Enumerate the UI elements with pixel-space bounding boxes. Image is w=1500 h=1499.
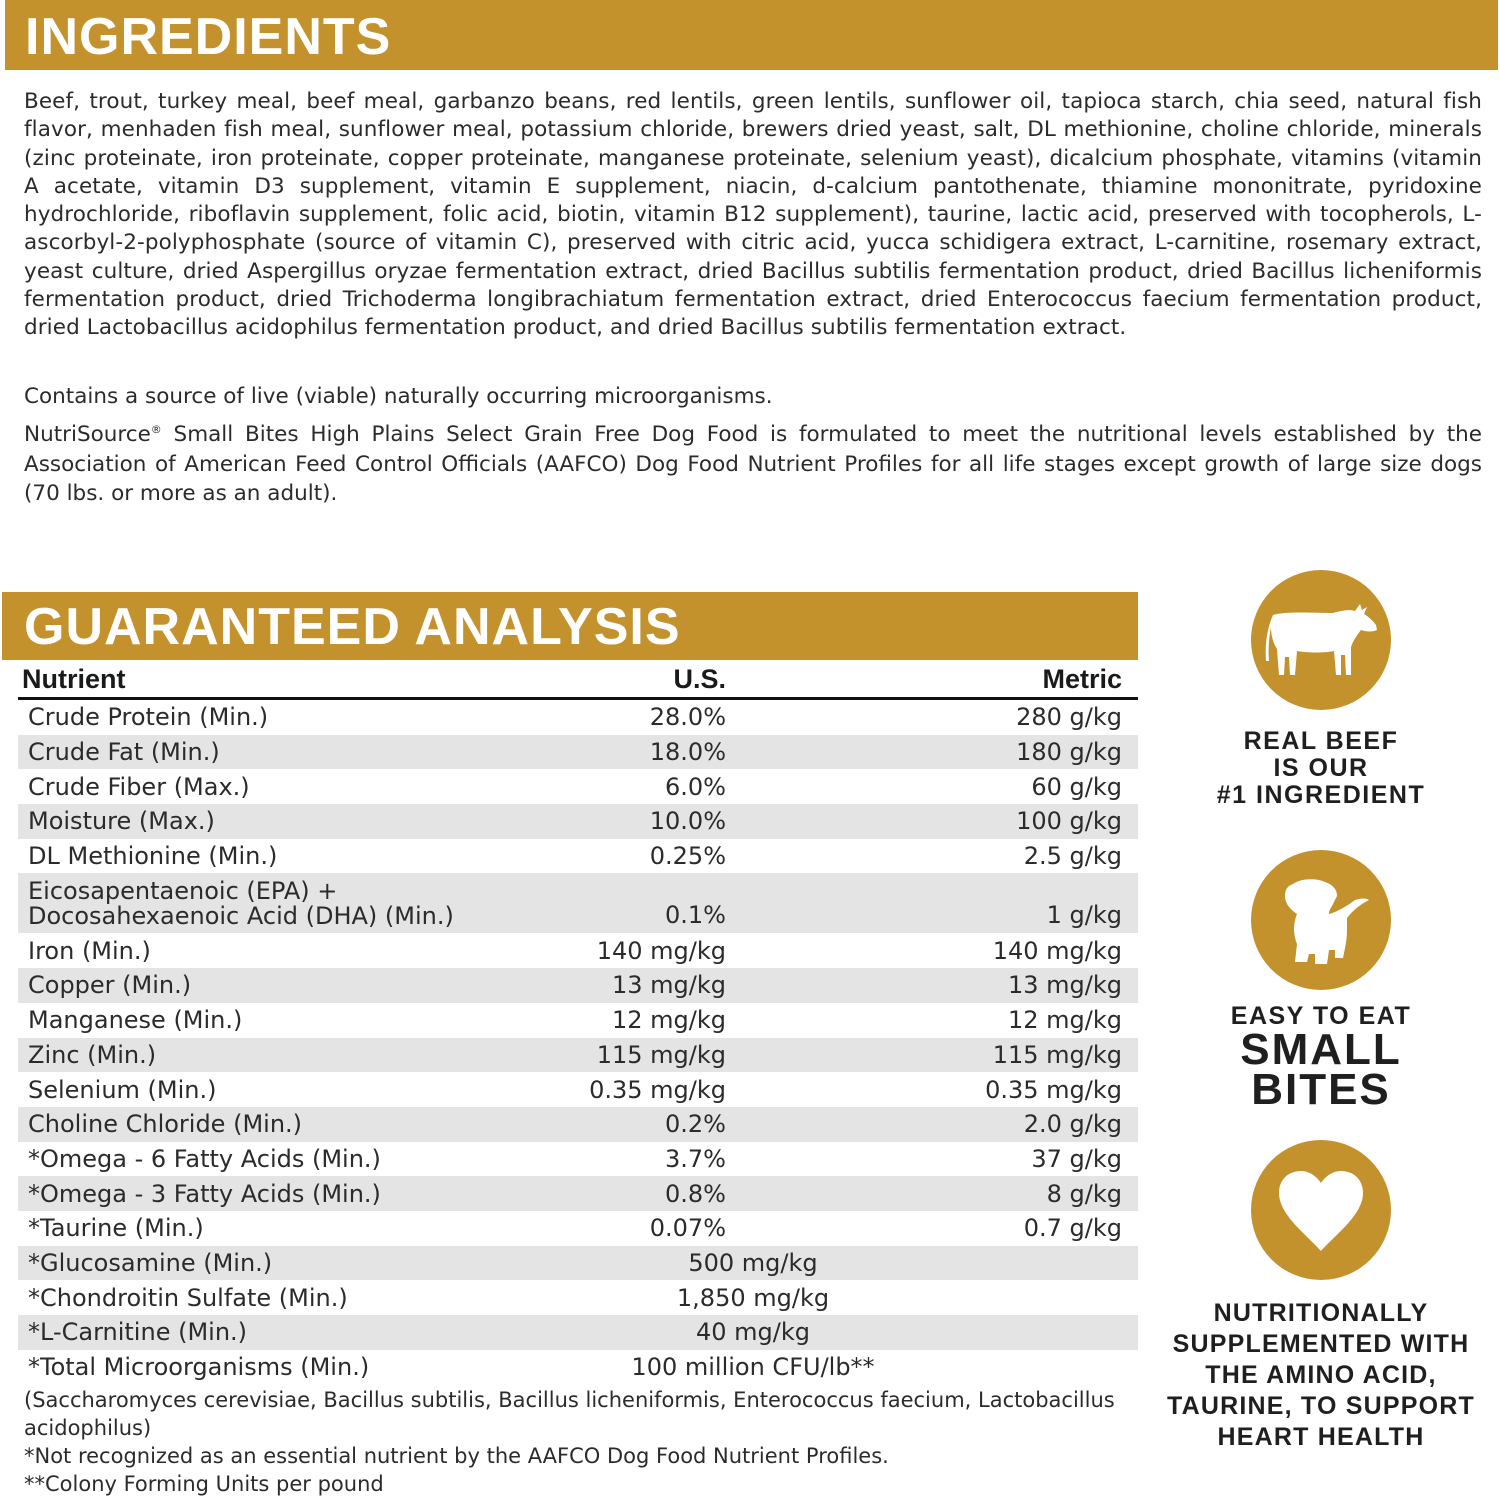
metric-value: 280 g/kg	[1016, 703, 1122, 732]
heart-icon	[1251, 1140, 1391, 1280]
nutrient-name: Selenium (Min.)	[28, 1075, 217, 1104]
nutrient-name: Crude Fat (Min.)	[28, 738, 220, 767]
metric-value: 180 g/kg	[1016, 738, 1122, 767]
us-value: 10.0%	[649, 807, 726, 836]
nutrient-name: *Chondroitin Sulfate (Min.)	[28, 1283, 348, 1312]
nutrient-name: DL Methionine (Min.)	[28, 842, 278, 871]
nutrient-name: *Omega - 3 Fatty Acids (Min.)	[28, 1179, 381, 1208]
real-beef-text	[1160, 728, 1482, 809]
table-row	[18, 1107, 1138, 1142]
nutrient-name: Moisture (Max.)	[28, 807, 215, 836]
metric-value: 2.5 g/kg	[1023, 842, 1122, 871]
guaranteed-analysis-table	[18, 664, 1138, 1384]
table-row	[18, 873, 1138, 933]
aafco-statement-text: Small Bites High Plains Select Grain Free Dog Food is formulated to meet the nutritional levels established by the Association of American Feed Control Officials (AAFCO) Dog Food Nutrient Profiles for all life stages except growth of large size dogs (70 lbs. or more as an adult).	[24, 422, 1482, 506]
heart-health-badge	[1160, 1140, 1482, 1453]
badge-line: BITES	[1251, 1065, 1391, 1114]
heart-health-text	[1160, 1298, 1482, 1453]
us-value: 28.0%	[649, 703, 726, 732]
brand-name: NutriSource	[24, 422, 151, 447]
us-value: 6.0%	[665, 772, 726, 801]
table-row	[18, 933, 1138, 968]
table-row	[18, 1176, 1138, 1211]
metric-value: 140 mg/kg	[992, 936, 1122, 965]
table-row	[18, 1246, 1138, 1281]
small-bites-text	[1160, 1025, 1482, 1114]
cfu-definition-note: **Colony Forming Units per pound	[24, 1472, 384, 1496]
aafco-essential-note: *Not recognized as an essential nutrient by the AAFCO Dog Food Nutrient Profiles.	[24, 1444, 889, 1468]
real-beef-badge	[1160, 570, 1482, 809]
us-value: 0.25%	[649, 842, 726, 871]
puppy-icon	[1251, 850, 1391, 990]
badge-line: REAL BEEF	[1243, 727, 1399, 755]
table-row	[18, 1038, 1138, 1073]
metric-value: 13 mg/kg	[1008, 971, 1122, 1000]
us-value: 0.07%	[649, 1214, 726, 1243]
badge-line: SMALL	[1240, 1025, 1402, 1074]
nutrient-name: Manganese (Min.)	[28, 1006, 243, 1035]
badge-line: #1 INGREDIENT	[1216, 781, 1426, 809]
combined-value: 1,850 mg/kg	[676, 1283, 830, 1312]
badge-line: TAURINE, TO SUPPORT	[1166, 1392, 1475, 1420]
table-row	[18, 700, 1138, 735]
ingredients-heading: INGREDIENTS	[5, 0, 1498, 70]
badge-line: NUTRITIONALLY	[1213, 1299, 1429, 1327]
easy-to-eat-text: EASY TO EAT	[1230, 1002, 1412, 1030]
nutrient-name: Iron (Min.)	[28, 936, 151, 965]
table-row	[18, 1072, 1138, 1107]
nutrient-name	[18, 879, 578, 929]
table-row	[18, 1003, 1138, 1038]
table-row	[18, 968, 1138, 1003]
metric-value: 2.0 g/kg	[1023, 1110, 1122, 1139]
nutrient-name: Choline Chloride (Min.)	[28, 1110, 303, 1139]
badge-line: SUPPLEMENTED WITH	[1172, 1330, 1470, 1358]
aafco-statement	[24, 420, 1482, 509]
metric-value: 37 g/kg	[1031, 1144, 1122, 1173]
analysis-footnotes	[24, 1386, 1124, 1498]
table-row	[18, 1142, 1138, 1177]
table-row	[18, 1315, 1138, 1350]
registered-mark: ®	[150, 422, 162, 436]
table-header	[18, 664, 1138, 700]
column-nutrient: Nutrient	[22, 664, 126, 694]
us-value: 0.1%	[665, 901, 726, 930]
microorganism-species-note: (Saccharomyces cerevisiae, Bacillus subtilis, Bacillus licheniformis, Enterococcus faecium, Lactobacillus acidophilus)	[24, 1388, 1115, 1440]
combined-value: 500 mg/kg	[688, 1248, 818, 1277]
badge-line: HEART HEALTH	[1217, 1423, 1425, 1451]
table-row	[18, 1211, 1138, 1246]
nutrient-name: Zinc (Min.)	[28, 1040, 157, 1069]
us-value: 0.35 mg/kg	[589, 1075, 726, 1104]
metric-value: 1 g/kg	[1046, 901, 1122, 930]
nutrient-name: *Total Microorganisms (Min.)	[28, 1353, 370, 1382]
metric-value: 0.35 mg/kg	[985, 1075, 1122, 1104]
table-row	[18, 769, 1138, 804]
nutrient-name: *L-Carnitine (Min.)	[28, 1318, 248, 1347]
nutrient-name: Crude Fiber (Max.)	[28, 772, 250, 801]
us-value: 13 mg/kg	[612, 971, 726, 1000]
us-value: 12 mg/kg	[612, 1006, 726, 1035]
badge-line: IS OUR	[1273, 754, 1369, 782]
small-bites-badge	[1160, 850, 1482, 1114]
cow-icon	[1251, 570, 1391, 710]
table-row	[18, 804, 1138, 839]
nutrient-name: *Taurine (Min.)	[28, 1214, 204, 1243]
metric-value: 8 g/kg	[1046, 1179, 1122, 1208]
table-row	[18, 735, 1138, 770]
combined-value: 100 million CFU/lb**	[631, 1353, 875, 1382]
us-value: 115 mg/kg	[596, 1040, 726, 1069]
us-value: 18.0%	[649, 738, 726, 767]
ingredients-list: Beef, trout, turkey meal, beef meal, garbanzo beans, red lentils, green lentils, sunflower oil, tapioca starch, chia seed, natural fish flavor, menhaden fish meal, sunflower meal, potassium chloride, brewers dried yeast, salt, DL methionine, choline chloride, minerals (zinc proteinate, iron proteinate, copper proteinate, manganese proteinate, selenium yeast), dicalcium phosphate, vitamins (vitamin A acetate, vitamin D3 supplement, vitamin E supplement, niacin, d-calcium pantothenate, thiamine mononitrate, pyridoxine hydrochloride, riboflavin supplement, folic acid, biotin, vitamin B12 supplement), taurine, lactic acid, preserved with tocopherols, L-ascorbyl-2-polyphosphate (source of vitamin C), preserved with citric acid, yucca schidigera extract, L-carnitine, rosemary extract, yeast culture, dried Aspergillus oryzae fermentation extract, dried Bacillus subtilis fermentation product, dried Bacillus licheniformis fermentation product, dried Trichoderma longibrachiatum fermentation extract, dried Enterococcus faecium fermentation product, dried Lactobacillus acidophilus fermentation product, and dried Bacillus subtilis fermentation extract.	[24, 89, 1482, 341]
table-row	[18, 839, 1138, 874]
us-value: 3.7%	[665, 1144, 726, 1173]
metric-value: 115 mg/kg	[992, 1040, 1122, 1069]
nutrient-name-line2: Docosahexaenoic Acid (DHA) (Min.)	[28, 902, 454, 931]
metric-value: 100 g/kg	[1016, 807, 1122, 836]
live-microorganisms-note: Contains a source of live (viable) naturally occurring microorganisms.	[24, 384, 773, 409]
metric-value: 12 mg/kg	[1008, 1006, 1122, 1035]
metric-value: 0.7 g/kg	[1023, 1214, 1122, 1243]
badge-line: THE AMINO ACID,	[1205, 1361, 1437, 1389]
nutrient-name: *Omega - 6 Fatty Acids (Min.)	[28, 1144, 381, 1173]
nutrient-name: *Glucosamine (Min.)	[28, 1248, 273, 1277]
guaranteed-analysis-heading: GUARANTEED ANALYSIS	[2, 592, 1138, 660]
combined-value: 40 mg/kg	[696, 1318, 810, 1347]
us-value: 140 mg/kg	[596, 936, 726, 965]
column-metric: Metric	[1042, 664, 1122, 694]
us-value: 0.2%	[665, 1110, 726, 1139]
table-row	[18, 1350, 1138, 1385]
nutrient-name-line1: Eicosapentaenoic (EPA) +	[28, 877, 338, 906]
metric-value: 60 g/kg	[1031, 772, 1122, 801]
nutrient-name: Copper (Min.)	[28, 971, 192, 1000]
column-us: U.S.	[673, 664, 726, 694]
us-value: 0.8%	[665, 1179, 726, 1208]
nutrient-name: Crude Protein (Min.)	[28, 703, 269, 732]
table-row	[18, 1280, 1138, 1315]
